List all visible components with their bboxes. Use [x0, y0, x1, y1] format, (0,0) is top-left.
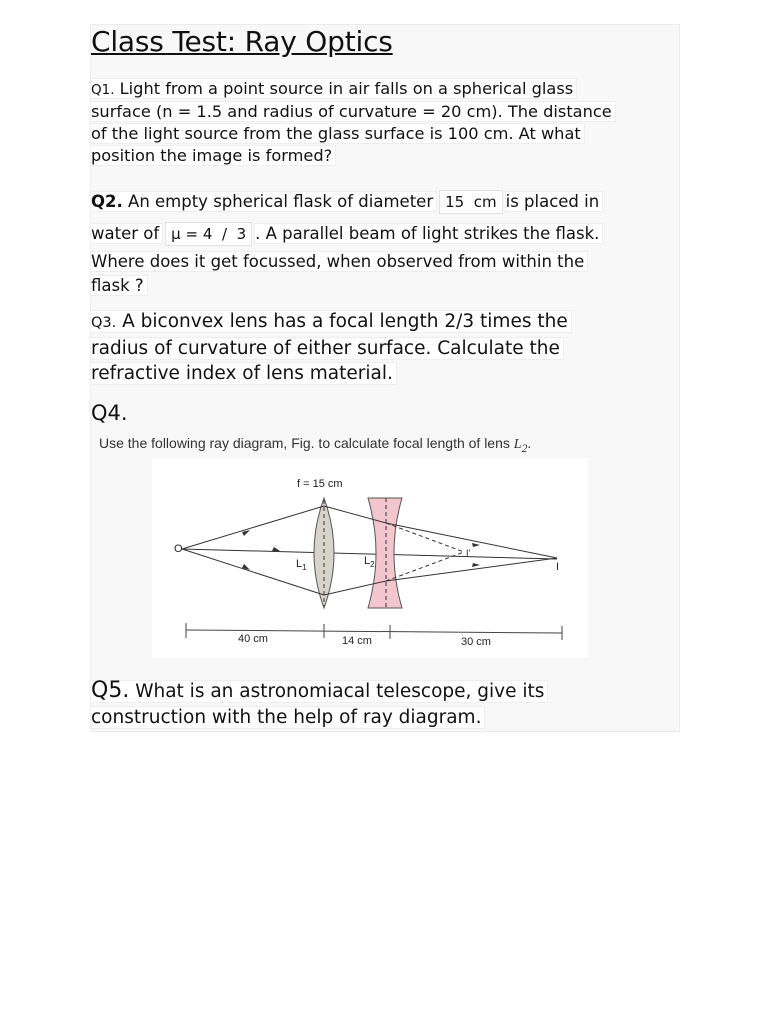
q2-text-b: is placed in: [506, 192, 603, 211]
q2-diameter-box: [439, 190, 503, 214]
lens-l1-sub: 1: [302, 563, 307, 572]
q1-line-3: of the light source from the glass surface is 100 cm. At what: [91, 124, 584, 143]
image-label: I: [556, 561, 560, 573]
distance-2-label: 14 cm: [342, 635, 372, 647]
distance-1-label: 40 cm: [238, 633, 268, 645]
q1-line-4: position the image is formed?: [91, 146, 335, 165]
distance-3-label: 30 cm: [461, 636, 491, 648]
q2-mu-slash: /: [221, 225, 228, 243]
q1-line-2: surface (n = 1.5 and radius of curvature = 20 cm). The distance: [91, 102, 615, 121]
question-5: [91, 678, 671, 731]
q5-line-1: [91, 678, 547, 703]
figure-caption-end: .: [527, 435, 532, 451]
figure-caption-text: Use the following ray diagram, Fig. to calculate focal length of lens: [99, 435, 514, 451]
q2-text-a: An empty spherical flask of diameter: [122, 192, 434, 211]
object-label: O: [174, 543, 183, 555]
focal-length-label: f = 15 cm: [297, 478, 343, 490]
ray-diagram: [152, 458, 588, 658]
q3-line-1: [91, 311, 571, 332]
image-1-label: I': [466, 548, 471, 558]
lens-l2-sub: 2: [370, 560, 375, 569]
q1-line-1: [91, 79, 576, 98]
q2-line-1: [91, 192, 436, 211]
figure-caption: [99, 435, 531, 455]
figure-caption-sub: 2: [521, 441, 528, 455]
q3-line-2: radius of curvature of either surface. Calculate the: [91, 338, 563, 359]
q2-number: Q2.: [91, 192, 123, 211]
q2-line-3: Where does it get focussed, when observed from within the: [91, 252, 587, 271]
q2-mu-equals: =: [185, 225, 199, 243]
q2-mu-den: 3: [236, 225, 247, 243]
q2-mu-num: 4: [202, 225, 213, 243]
q2-mu-box: [165, 222, 252, 246]
q3-text-1: A biconvex lens has a focal length 2/3 times the: [116, 311, 568, 332]
q2-line-4: flask ?: [91, 276, 147, 295]
lens-l1-letter: L: [296, 558, 303, 570]
q5-line-2: construction with the help of ray diagram.: [91, 707, 484, 728]
q5-text-1: What is an astronomiacal telescope, give its: [129, 681, 545, 702]
page-title: Class Test: Ray Optics: [91, 25, 393, 58]
q2-diameter-unit: cm: [473, 193, 497, 211]
q2-diameter-value: 15: [445, 193, 465, 211]
q3-number: Q3.: [91, 315, 117, 331]
q5-number: Q5.: [91, 678, 130, 703]
q1-text-1: Light from a point source in air falls on a spherical glass: [114, 79, 574, 98]
figure-caption-lens: L: [513, 437, 522, 452]
q2-text-c: water of: [91, 224, 162, 243]
q4-number: Q4.: [91, 401, 128, 425]
lens-l2-letter: L: [364, 555, 371, 567]
q2-mu-symbol: μ: [171, 225, 181, 243]
question-2: [91, 186, 671, 298]
q2-text-d: . A parallel beam of light strikes the flask.: [255, 224, 602, 243]
question-3: [91, 309, 671, 386]
q1-number: Q1.: [91, 82, 115, 98]
question-1: [91, 78, 671, 167]
q3-line-3: refractive index of lens material.: [91, 363, 396, 384]
